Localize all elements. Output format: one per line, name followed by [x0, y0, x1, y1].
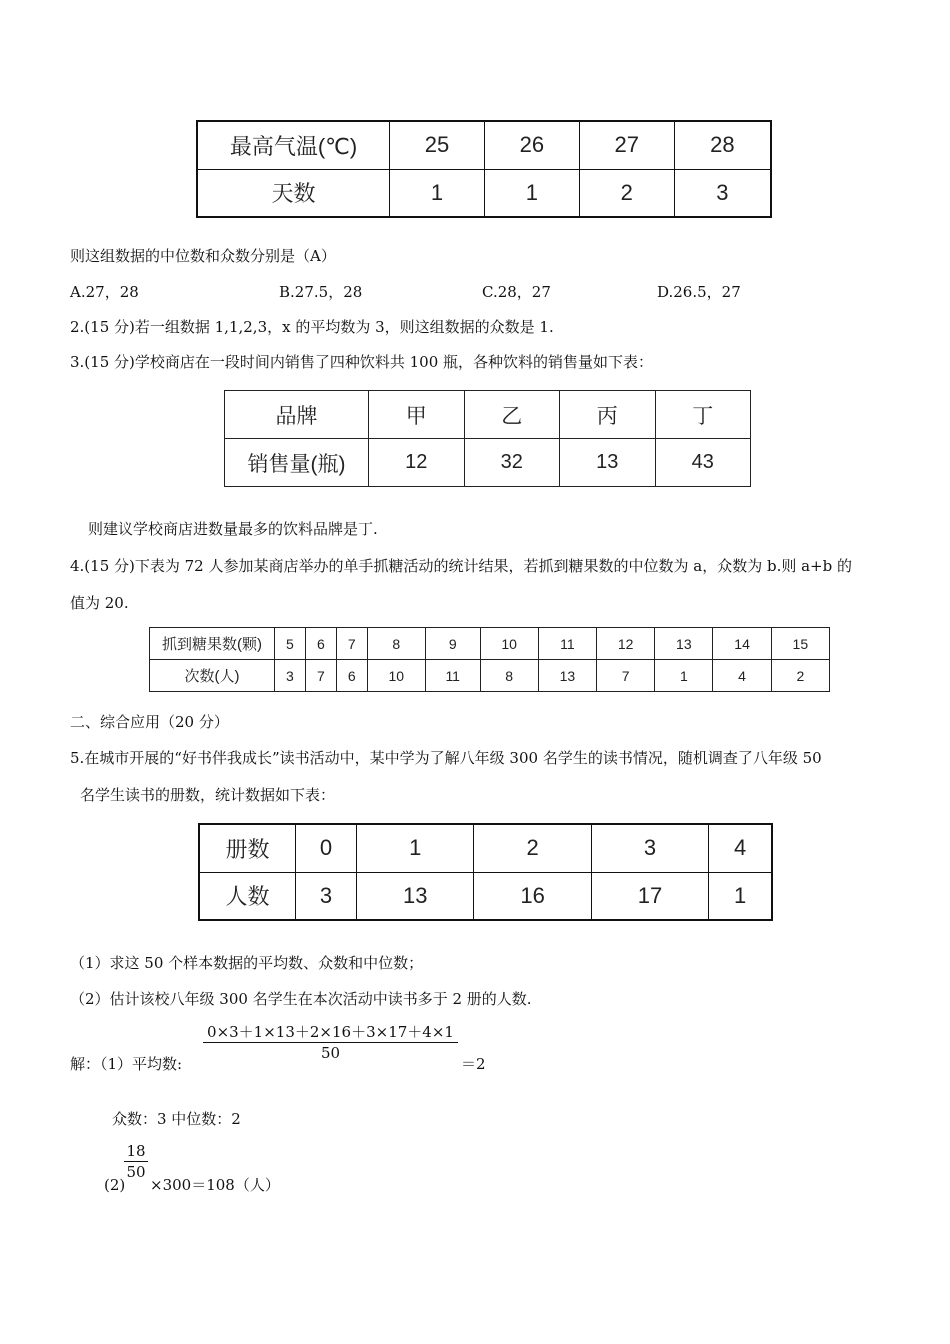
part2-fraction: [124, 1141, 148, 1182]
q3-text: 3.(15 分)学校商店在一段时间内销售了四种饮料共 100 瓶，各种饮料的销售量如下表：: [70, 353, 654, 371]
table-cell: 0: [296, 824, 357, 872]
part2-result: ×300＝108（人）: [150, 1176, 280, 1194]
mean-result: ＝2: [461, 1055, 486, 1073]
table-cell: 12: [369, 439, 465, 487]
table-cell: 15: [771, 628, 829, 660]
table-cell: 3: [296, 872, 357, 920]
table-header-label: 最高气温(℃): [197, 121, 390, 169]
table-cell: 丁: [655, 391, 751, 439]
option-d: D.26.5，27: [657, 283, 741, 301]
section-title: 二、综合应用（20 分）: [70, 713, 229, 731]
table-row-label: 人数: [199, 872, 296, 920]
table-cell: 2: [771, 660, 829, 692]
q1-question: 则这组数据的中位数和众数分别是（A）: [70, 247, 336, 265]
table-cell: 14: [713, 628, 771, 660]
table-cell: 12: [596, 628, 654, 660]
table-cell: 丙: [560, 391, 656, 439]
table-cell: 27: [579, 121, 674, 169]
table-cell: 乙: [464, 391, 560, 439]
q2-text: 2.(15 分)若一组数据 1,1,2,3，x 的平均数为 3，则这组数据的众数是 1.: [70, 318, 554, 336]
q4-text-line2: 值为 20.: [70, 594, 129, 612]
table-cell: 1: [655, 660, 713, 692]
table-cell: 10: [367, 660, 425, 692]
candy-grab-table: [149, 627, 830, 692]
option-a: A.27，28: [70, 283, 139, 301]
table-cell: 13: [538, 660, 596, 692]
table-cell: 11: [538, 628, 596, 660]
table-cell: 25: [390, 121, 485, 169]
table-cell: 17: [591, 872, 708, 920]
table-cell: 5: [275, 628, 306, 660]
mean-fraction: [203, 1022, 458, 1063]
table-cell: 32: [464, 439, 560, 487]
table-cell: 10: [480, 628, 538, 660]
table-cell: 2: [579, 169, 674, 217]
table-cell: 13: [560, 439, 656, 487]
table-cell: 28: [674, 121, 771, 169]
q5-text-line2: 名学生读书的册数，统计数据如下表：: [80, 786, 336, 804]
table-cell: 13: [655, 628, 713, 660]
table-cell: 9: [425, 628, 480, 660]
option-b: B.27.5，28: [279, 283, 363, 301]
q1-options: [70, 282, 890, 302]
table-header-label: 册数: [199, 824, 296, 872]
books-read-table: [198, 823, 773, 921]
table-cell: 甲: [369, 391, 465, 439]
table-cell: 16: [474, 872, 591, 920]
q5-sub2: （2）估计该校八年级 300 名学生在本次活动中读书多于 2 册的人数.: [70, 990, 532, 1008]
q5-sub1: （1）求这 50 个样本数据的平均数、众数和中位数；: [70, 954, 424, 972]
table-header-label: 抓到糖果数(颗): [150, 628, 275, 660]
table-cell: 1: [484, 169, 579, 217]
temperature-table: [196, 120, 772, 218]
table-cell: 8: [367, 628, 425, 660]
table-cell: 7: [336, 628, 367, 660]
table-cell: 6: [336, 660, 367, 692]
table-cell: 7: [596, 660, 654, 692]
table-cell: 1: [390, 169, 485, 217]
table-cell: 1: [709, 872, 772, 920]
table-cell: 3: [591, 824, 708, 872]
table-row-label: 次数(人): [150, 660, 275, 692]
table-cell: 6: [305, 628, 336, 660]
q5-text-line1: 5.在城市开展的“好书伴我成长”读书活动中，某中学为了解八年级 300 名学生的读书情况，随机调查了八年级 50: [70, 749, 822, 767]
q3-answer: 则建议学校商店进数量最多的饮料品牌是丁.: [88, 520, 378, 538]
table-row-label: 销售量(瓶): [225, 439, 369, 487]
table-cell: 4: [713, 660, 771, 692]
table-cell: 1: [357, 824, 474, 872]
solution-intro: 解：（1）平均数:: [70, 1055, 183, 1073]
table-cell: 11: [425, 660, 480, 692]
table-cell: 13: [357, 872, 474, 920]
drink-sales-table: [224, 390, 751, 487]
table-header-label: 品牌: [225, 391, 369, 439]
table-cell: 7: [305, 660, 336, 692]
option-c: C.28，27: [482, 283, 551, 301]
table-cell: 3: [275, 660, 306, 692]
part2-numerator: 18: [126, 1142, 146, 1160]
table-cell: 43: [655, 439, 751, 487]
table-cell: 3: [674, 169, 771, 217]
table-cell: 4: [709, 824, 772, 872]
table-cell: 26: [484, 121, 579, 169]
mean-denominator: 50: [320, 1044, 341, 1062]
mean-numerator: 0×3＋1×13＋2×16＋3×17＋4×1: [207, 1023, 454, 1041]
q4-text-line1: 4.(15 分)下表为 72 人参加某商店举办的单手抓糖活动的统计结果，若抓到糖果数的中位数为 a，众数为 b.则 a+b 的: [70, 557, 852, 575]
table-row-label: 天数: [197, 169, 390, 217]
part2-prefix: (2): [104, 1176, 126, 1194]
mode-median: 众数：3 中位数：2: [112, 1110, 241, 1128]
part2-denominator: 50: [126, 1163, 146, 1181]
table-cell: 2: [474, 824, 591, 872]
table-cell: 8: [480, 660, 538, 692]
